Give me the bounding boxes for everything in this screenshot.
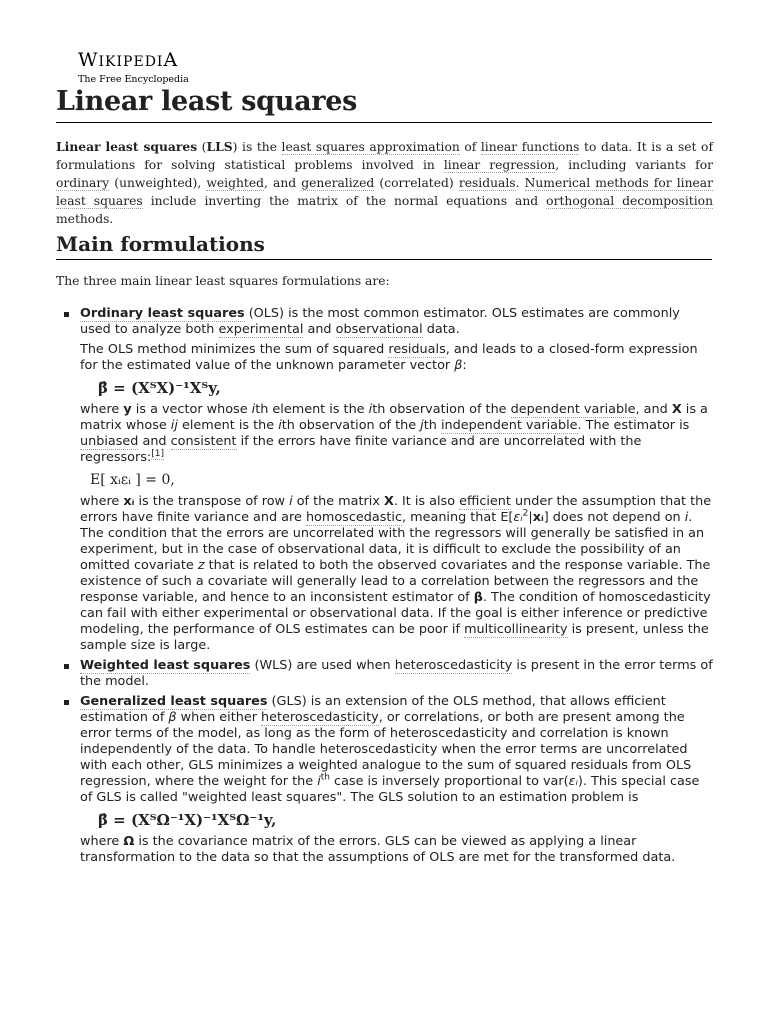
formulations-list — [64, 306, 714, 870]
orthogonality-equation: E[ xᵢεᵢ ] = 0, — [90, 472, 175, 488]
link-unbiased[interactable]: unbiased — [80, 434, 139, 449]
gls-paragraph-2: where Ω is the covariance matrix of the errors. GLS can be viewed as applying a linear transformation to the data so that the assumptions of OLS are met for the transformed data. — [80, 834, 676, 865]
link-independent-variable[interactable]: independent variable — [440, 418, 578, 433]
link-weighted[interactable]: weighted — [206, 176, 264, 190]
bullet — [64, 700, 69, 705]
link-linear-regression[interactable]: linear regression — [443, 158, 556, 172]
list-item-gls — [64, 694, 714, 866]
ols-paragraph-3: where y is a vector whose ith element is the ith observation of the dependent variable, and X is a matrix whose ij element is the ith observation of the jth independent variable. The estimator is unbiased and consistent if the errors have finite variance and are uncorrelated with the regressors:[1] — [80, 402, 708, 465]
bullet — [64, 664, 69, 669]
link-efficient[interactable]: efficient — [459, 494, 511, 509]
link-weighted-least-squares[interactable]: Weighted least squares — [80, 658, 251, 673]
gls-paragraph-1: Generalized least squares (GLS) is an extension of the OLS method, that allows efficient estimation of β when either heteroscedasticity, or correlations, or both are present among the error terms of the model, as long as the form of heteroscedasticity and correlation is known independently of the data. To handle heteroscedasticity when the error terms are uncorrelated with each other, GLS minimizes a weighted analogue to the sum of squared residuals from OLS regression, where the weight for the $i^{th}$ case is inversely proportional to var(εᵢ). This special case of GLS is called "weighted least squares". The GLS solution to an estimation problem is — [80, 694, 700, 805]
section-heading-main-formulations: Main formulations — [56, 230, 712, 260]
citation-1[interactable]: [1] — [151, 448, 164, 459]
list-item-ols — [64, 306, 714, 654]
link-observational[interactable]: observational — [335, 322, 423, 337]
link-homoscedastic[interactable]: homoscedastic — [305, 510, 402, 525]
ols-paragraph-1: Ordinary least squares (OLS) is the most common estimator. OLS estimates are commonly used to analyze both experimental and observational data. — [80, 306, 680, 337]
gls-equation: β̂ = (XᵀΩ⁻¹X)⁻¹XᵀΩ⁻¹y, — [98, 811, 277, 829]
intro-paragraph: Linear least squares (LLS) is the least squares approximation of linear functions to data. It is a set of formulations for solving statistical problems involved in linear regression, including variants for ordinary (unweighted), weighted, and generalized (correlated) residuals. Numerical methods for linear least squares include inverting the matrix of the normal equations and orthogonal decomposition methods. — [56, 139, 714, 226]
link-multicollinearity[interactable]: multicollinearity — [464, 622, 568, 637]
bullet — [64, 312, 69, 317]
link-ordinary[interactable]: ordinary — [56, 176, 110, 190]
article-title: Linear least squares — [56, 84, 712, 123]
link-heteroscedasticity-2[interactable]: heteroscedasticity — [261, 710, 379, 725]
link-generalized-least-squares[interactable]: Generalized least squares — [80, 694, 268, 709]
link-heteroscedasticity[interactable]: heteroscedasticity — [394, 658, 513, 673]
ols-paragraph-4: where xᵢ is the transpose of row i of the matrix X. It is also efficient under the assumption that the errors have finite variance and are homoscedastic, meaning that E[εᵢ$^2$|xᵢ] does not depend on i. The condition that the errors are uncorrelated with the regressors will generally be satisfied in an experiment, but in the case of observational data, it is difficult to exclude the possibility of an omitted covariate z that is related to both the observed covariates and the response variable. The existence of such a covariate will generally lead to a correlation between the regressors and the response variable, and hence to an inconsistent estimator of β. The condition of homoscedasticity can fail with either experimental or observational data. If the goal is either inference or predictive modeling, the performance of OLS estimates can be poor if multicollinearity is present, unless the sample size is large. — [80, 494, 712, 653]
logo-wordmark: WIKIPEDIA — [78, 49, 179, 71]
list-item-wls — [64, 658, 714, 690]
section-lead: The three main linear least squares formulations are: — [56, 274, 390, 288]
link-least-squares-approximation[interactable]: least squares approximation — [281, 140, 460, 154]
link-generalized[interactable]: generalized — [301, 176, 375, 190]
link-numerical-methods[interactable]: Numerical methods for linear least squares — [56, 176, 714, 208]
link-residuals-2[interactable]: residuals — [388, 342, 446, 357]
link-dependent-variable[interactable]: dependent variable — [510, 402, 636, 417]
wikipedia-logo[interactable] — [78, 50, 189, 85]
link-ordinary-least-squares[interactable]: Ordinary least squares — [80, 306, 245, 321]
link-residuals[interactable]: residuals — [458, 176, 516, 190]
link-orthogonal-decomposition[interactable]: orthogonal decomposition — [546, 194, 713, 208]
ols-paragraph-2: The OLS method minimizes the sum of squared residuals, and leads to a closed-form expression for the estimated value of the unknown parameter vector β: — [80, 342, 698, 373]
link-experimental[interactable]: experimental — [218, 322, 304, 337]
wls-paragraph: Weighted least squares (WLS) are used when heteroscedasticity is present in the error terms of the model. — [80, 658, 713, 689]
ols-equation: β̂ = (XᵀX)⁻¹Xᵀy, — [98, 379, 221, 397]
logo-tagline: The Free Encyclopedia — [78, 74, 189, 85]
link-linear-functions[interactable]: linear functions — [480, 140, 580, 154]
link-consistent[interactable]: consistent — [170, 434, 237, 449]
